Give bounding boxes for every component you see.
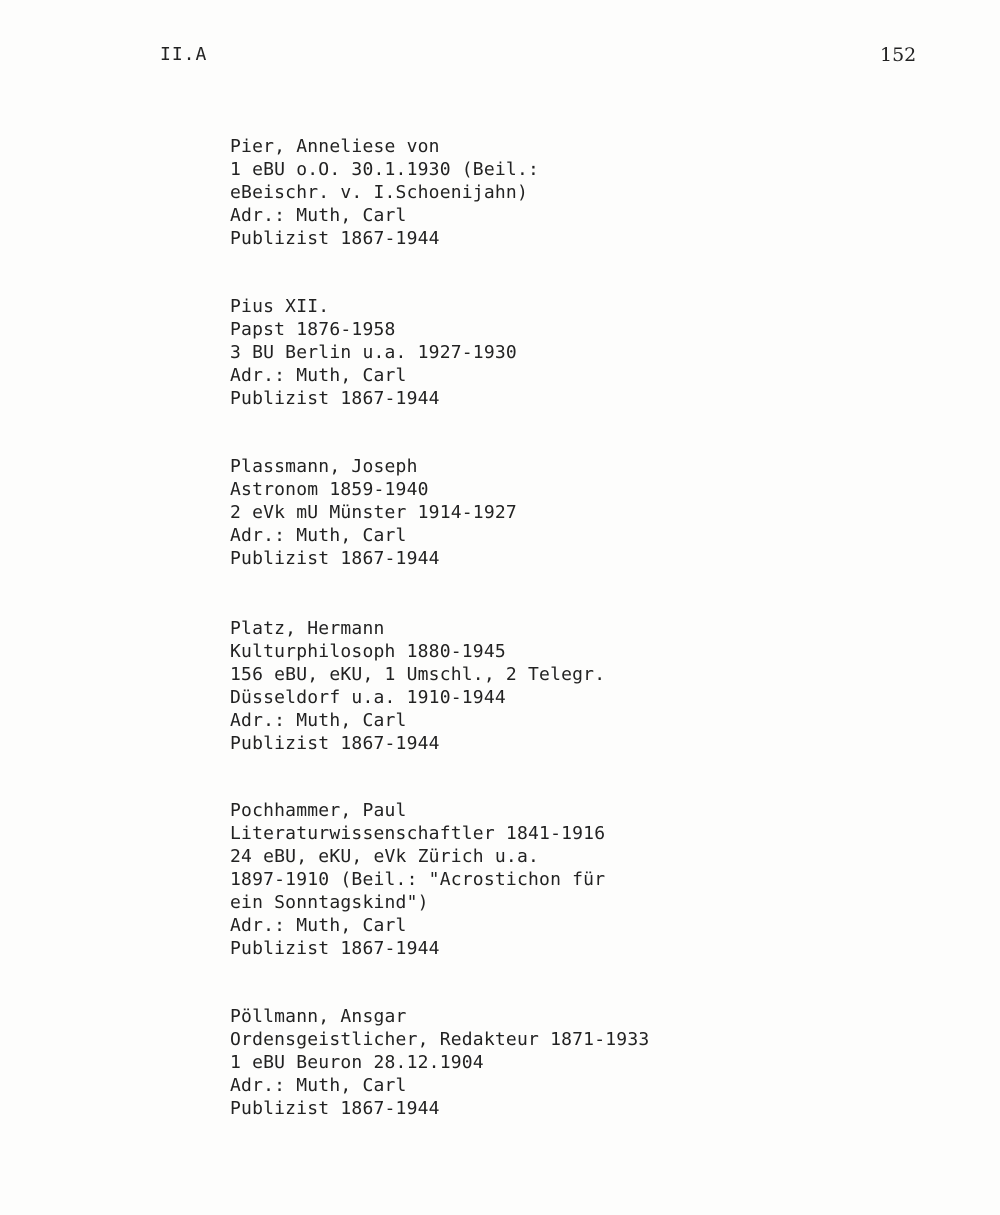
- catalog-entry: [230, 799, 605, 960]
- entry-addressee: Adr.: Muth, Carl: [230, 365, 407, 386]
- entry-line: Papst 1876-1958: [230, 319, 396, 340]
- entry-addressee: Adr.: Muth, Carl: [230, 710, 407, 731]
- entry-line: 1897-1910 (Beil.: "Acrostichon für: [230, 869, 606, 890]
- entry-addressee: Adr.: Muth, Carl: [230, 205, 407, 226]
- entry-line: 3 BU Berlin u.a. 1927-1930: [230, 342, 517, 363]
- entry-line: ein Sonntagskind"): [230, 892, 429, 913]
- entry-line: 1 eBU o.O. 30.1.1930 (Beil.:: [230, 159, 540, 180]
- entry-name: Pier, Anneliese von: [230, 136, 440, 157]
- entry-addressee: Adr.: Muth, Carl: [230, 525, 407, 546]
- entry-line: Astronom 1859-1940: [230, 479, 429, 500]
- page-number: 152: [880, 44, 917, 66]
- entry-line: Ordensgeistlicher, Redakteur 1871-1933: [230, 1029, 650, 1050]
- entry-addressee: Adr.: Muth, Carl: [230, 915, 407, 936]
- entry-line: Kulturphilosoph 1880-1945: [230, 641, 506, 662]
- entry-addressee: Adr.: Muth, Carl: [230, 1075, 407, 1096]
- entry-line: 24 eBU, eKU, eVk Zürich u.a.: [230, 846, 540, 867]
- entry-addressee-role: Publizist 1867-1944: [230, 733, 440, 754]
- entry-name: Pius XII.: [230, 296, 330, 317]
- entry-line: Literaturwissenschaftler 1841-1916: [230, 823, 606, 844]
- entry-addressee-role: Publizist 1867-1944: [230, 938, 440, 959]
- entry-name: Pöllmann, Ansgar: [230, 1006, 407, 1027]
- entry-line: eBeischr. v. I.Schoenijahn): [230, 182, 528, 203]
- entry-addressee-role: Publizist 1867-1944: [230, 228, 440, 249]
- entry-line: 2 eVk mU Münster 1914-1927: [230, 502, 517, 523]
- catalog-entry: [230, 617, 605, 755]
- catalog-entry: [230, 1005, 649, 1120]
- entry-line: Düsseldorf u.a. 1910-1944: [230, 687, 506, 708]
- entry-addressee-role: Publizist 1867-1944: [230, 388, 440, 409]
- catalog-entry: [230, 455, 517, 570]
- entry-name: Pochhammer, Paul: [230, 800, 407, 821]
- entry-line: 156 eBU, eKU, 1 Umschl., 2 Telegr.: [230, 664, 606, 685]
- section-label: II.A: [160, 44, 208, 65]
- entry-name: Plassmann, Joseph: [230, 456, 418, 477]
- entry-name: Platz, Hermann: [230, 618, 385, 639]
- catalog-entry: [230, 295, 517, 410]
- catalog-entry: [230, 135, 539, 250]
- entry-addressee-role: Publizist 1867-1944: [230, 548, 440, 569]
- entry-line: 1 eBU Beuron 28.12.1904: [230, 1052, 484, 1073]
- entry-addressee-role: Publizist 1867-1944: [230, 1098, 440, 1119]
